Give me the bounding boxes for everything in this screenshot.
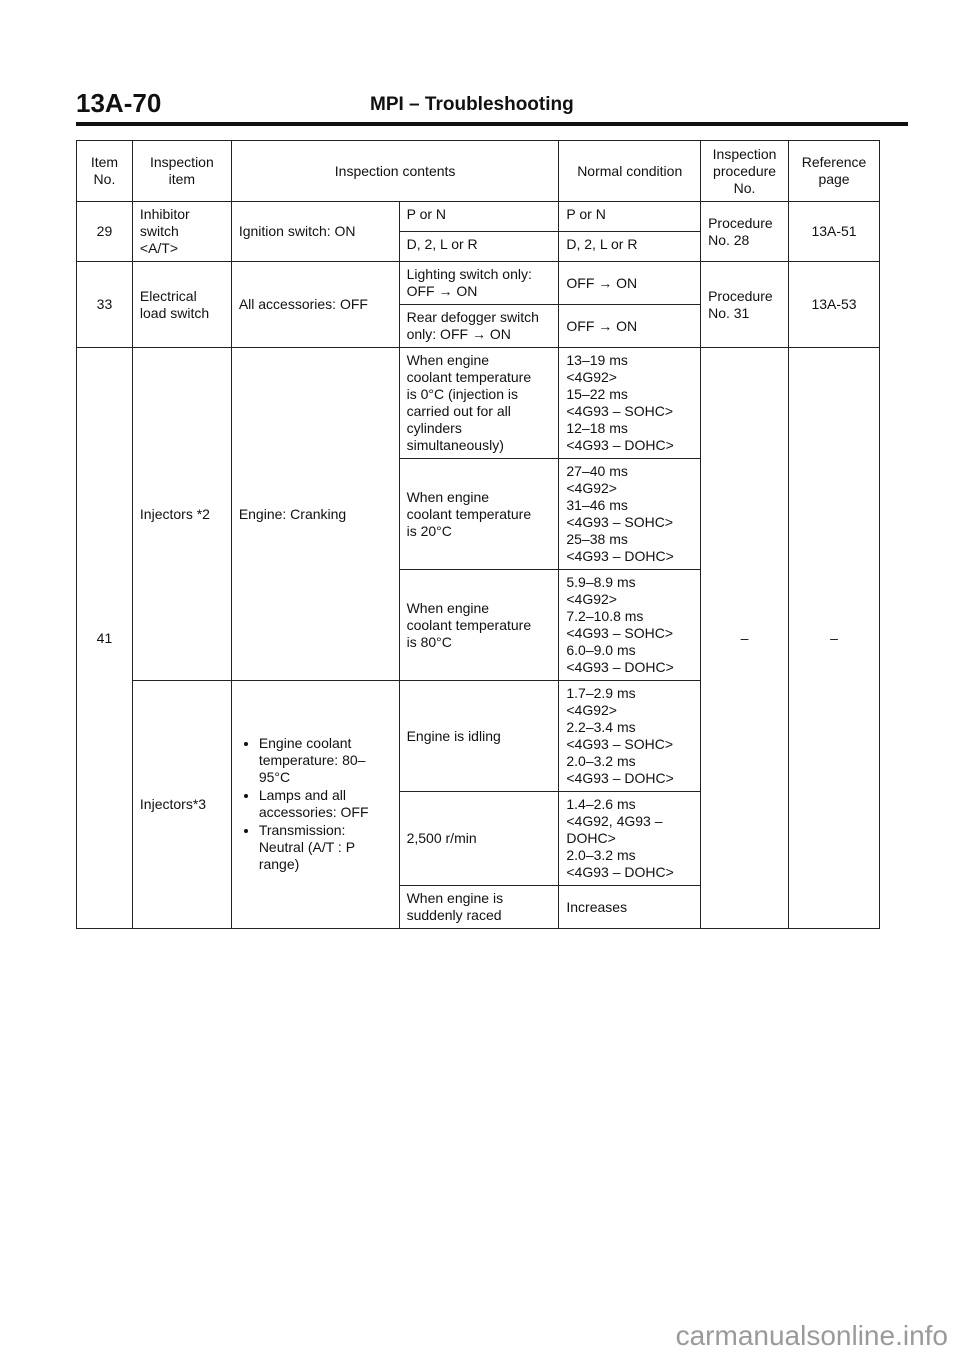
- condition-coolant-80c: When engine coolant temperature is 80°C: [399, 570, 559, 681]
- normal-coolant-0c: 13–19 ms <4G92> 15–22 ms <4G93 – SOHC> 12–18 ms <4G93 – DOHC>: [559, 348, 701, 459]
- procedure-41: –: [701, 348, 789, 929]
- list-item: • Lamps and all accessories: OFF: [259, 787, 392, 821]
- inspection-table: [76, 140, 880, 929]
- watermark-url: carmanualsonline.info: [675, 1320, 948, 1351]
- header-procedure-no: Inspection procedure No.: [701, 141, 789, 202]
- table-row: [77, 262, 880, 305]
- contents-all-accessories-off: All accessories: OFF: [231, 262, 399, 348]
- conditions-list: [239, 735, 392, 873]
- normal-coolant-80c: 5.9–8.9 ms <4G92> 7.2–10.8 ms <4G93 – SOHC> 6.0–9.0 ms <4G93 – DOHC>: [559, 570, 701, 681]
- contents-ignition-switch: Ignition switch: ON: [231, 202, 399, 262]
- normal-idling: 1.7–2.9 ms <4G92> 2.2–3.4 ms <4G93 – SOHC> 2.0–3.2 ms <4G93 – DOHC>: [559, 681, 701, 792]
- header-item-no: Item No.: [77, 141, 133, 202]
- item-no-41: 41: [77, 348, 133, 929]
- normal-p-or-n: P or N: [559, 202, 701, 232]
- normal-2500rpm: 1.4–2.6 ms <4G92, 4G93 – DOHC> 2.0–3.2 ms <4G93 – DOHC>: [559, 792, 701, 886]
- condition-2500rpm: 2,500 r/min: [399, 792, 559, 886]
- procedure-31: Procedure No. 31: [701, 262, 789, 348]
- item-injectors-3: Injectors*3: [132, 681, 231, 929]
- table-row: [77, 202, 880, 232]
- contents-engine-cranking: Engine: Cranking: [231, 348, 399, 681]
- normal-lighting-switch: OFF → ON: [559, 262, 701, 305]
- page-title: MPI – Troubleshooting: [370, 94, 574, 115]
- header-reference-page: Reference page: [789, 141, 880, 202]
- header-rule: [76, 122, 908, 126]
- reference-13a-53: 13A-53: [789, 262, 880, 348]
- normal-d2lr: D, 2, L or R: [559, 232, 701, 262]
- condition-rear-defogger: Rear defogger switch only: OFF → ON: [399, 305, 559, 348]
- normal-rear-defogger: OFF → ON: [559, 305, 701, 348]
- condition-d2lr: D, 2, L or R: [399, 232, 559, 262]
- condition-coolant-20c: When engine coolant temperature is 20°C: [399, 459, 559, 570]
- reference-41: –: [789, 348, 880, 929]
- item-injectors-2: Injectors *2: [132, 348, 231, 681]
- table-header-row: [77, 141, 880, 202]
- condition-idling: Engine is idling: [399, 681, 559, 792]
- item-electrical-load-switch: Electrical load switch: [132, 262, 231, 348]
- list-item: • Transmission: Neutral (A/T : P range): [259, 822, 392, 873]
- header-inspection-item: Inspection item: [132, 141, 231, 202]
- header-inspection-contents: Inspection contents: [231, 141, 559, 202]
- item-no-29: 29: [77, 202, 133, 262]
- condition-p-or-n: P or N: [399, 202, 559, 232]
- normal-coolant-20c: 27–40 ms <4G92> 31–46 ms <4G93 – SOHC> 25–38 ms <4G93 – DOHC>: [559, 459, 701, 570]
- condition-suddenly-raced: When engine is suddenly raced: [399, 886, 559, 929]
- procedure-28: Procedure No. 28: [701, 202, 789, 262]
- page-number: 13A-70: [76, 88, 162, 118]
- header-normal-condition: Normal condition: [559, 141, 701, 202]
- item-inhibitor-switch: Inhibitor switch <A/T>: [132, 202, 231, 262]
- reference-13a-51: 13A-51: [789, 202, 880, 262]
- condition-lighting-switch: Lighting switch only: OFF → ON: [399, 262, 559, 305]
- list-item: • Engine coolant temperature: 80–95°C: [259, 735, 392, 786]
- table-row: [77, 348, 880, 459]
- normal-increases: Increases: [559, 886, 701, 929]
- condition-coolant-0c: When engine coolant temperature is 0°C (injection is carried out for all cylinders simultaneously): [399, 348, 559, 459]
- contents-idle-conditions: [231, 681, 399, 929]
- item-no-33: 33: [77, 262, 133, 348]
